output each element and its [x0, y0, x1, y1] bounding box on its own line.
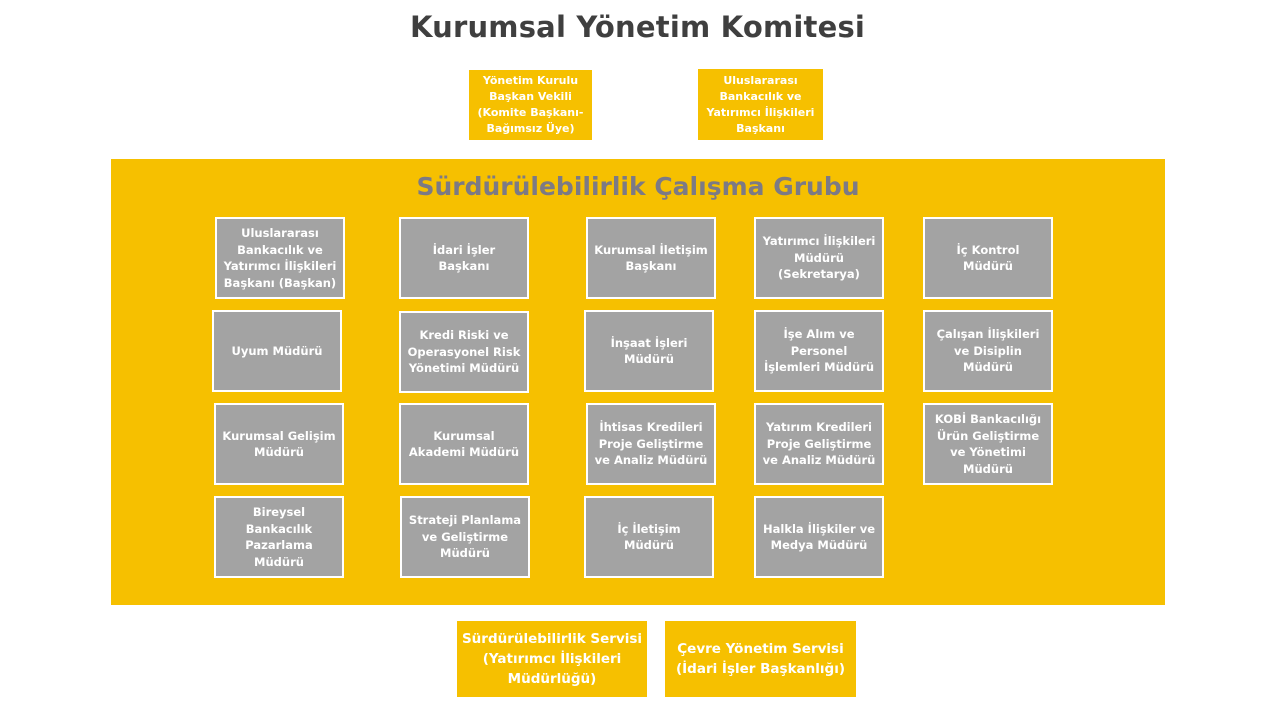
working-group-title: Sürdürülebilirlik Çalışma Grubu	[416, 172, 860, 201]
unit-public-relations-media: Halkla İlişkiler ve Medya Müdürü	[754, 496, 884, 578]
intl-banking-head-box: Uluslararası Bankacılık ve Yatırımcı İlişkileri Başkanı	[698, 69, 823, 140]
unit-credit-operational-risk: Kredi Riski ve Operasyonel Risk Yönetimi Müdürü	[399, 311, 529, 393]
unit-strategy-planning: Strateji Planlama ve Geliştirme Müdürü	[400, 496, 530, 578]
unit-construction: İnşaat İşleri Müdürü	[584, 310, 714, 392]
unit-internal-communication: İç İletişim Müdürü	[584, 496, 714, 578]
unit-corporate-communication: Kurumsal İletişim Başkanı	[586, 217, 716, 299]
unit-administrative-affairs: İdari İşler Başkanı	[399, 217, 529, 299]
environment-service-box: Çevre Yönetim Servisi (İdari İşler Başkanlığı)	[665, 621, 856, 697]
unit-internal-control: İç Kontrol Müdürü	[923, 217, 1053, 299]
unit-employee-relations: Çalışan İlişkileri ve Disiplin Müdürü	[923, 310, 1053, 392]
working-group-panel	[111, 159, 1165, 605]
unit-compliance: Uyum Müdürü	[212, 310, 342, 392]
unit-corporate-academy: Kurumsal Akademi Müdürü	[399, 403, 529, 485]
unit-investor-relations-secretariat: Yatırımcı İlişkileri Müdürü (Sekretarya)	[754, 217, 884, 299]
unit-sme-banking: KOBİ Bankacılığı Ürün Geliştirme ve Yönetimi Müdürü	[923, 403, 1053, 485]
page-title: Kurumsal Yönetim Komitesi	[409, 10, 866, 44]
unit-intl-banking-chair: Uluslararası Bankacılık ve Yatırımcı İlişkileri Başkanı (Başkan)	[215, 217, 345, 299]
unit-specialized-loans: İhtisas Kredileri Proje Geliştirme ve Analiz Müdürü	[586, 403, 716, 485]
unit-recruitment-personnel: İşe Alım ve Personel İşlemleri Müdürü	[754, 310, 884, 392]
committee-vice-chair-box: Yönetim Kurulu Başkan Vekili (Komite Başkanı- Bağımsız Üye)	[469, 70, 592, 140]
unit-investment-loans: Yatırım Kredileri Proje Geliştirme ve Analiz Müdürü	[754, 403, 884, 485]
unit-corporate-development: Kurumsal Gelişim Müdürü	[214, 403, 344, 485]
sustainability-service-box: Sürdürülebilirlik Servisi (Yatırımcı İlişkileri Müdürlüğü)	[457, 621, 647, 697]
unit-retail-marketing: Bireysel Bankacılık Pazarlama Müdürü	[214, 496, 344, 578]
